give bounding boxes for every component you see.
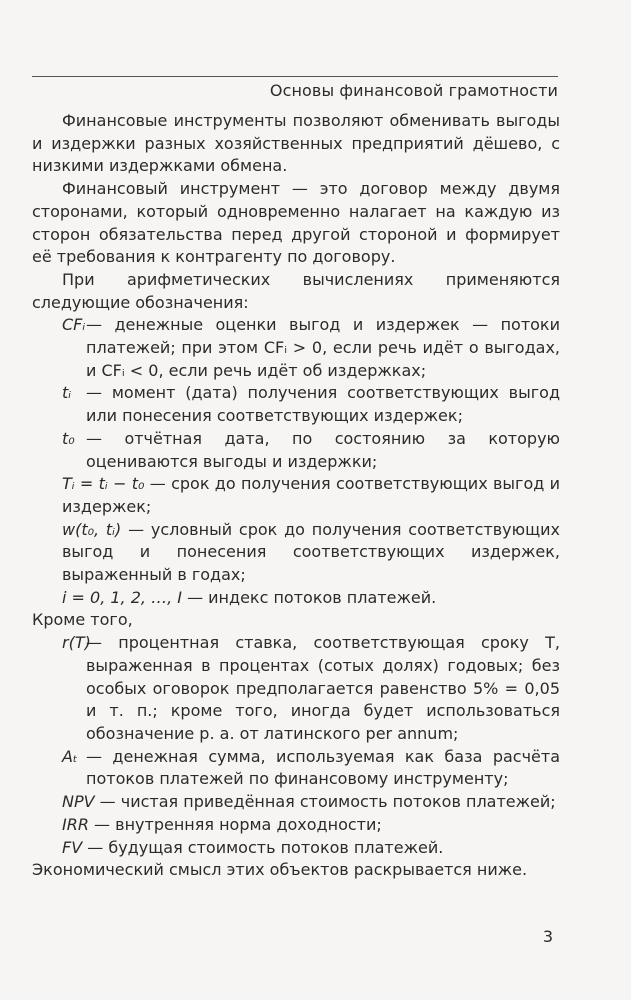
definition-At xyxy=(32,746,560,791)
definition-w-text: — условный срок до получения соответствующих выгод и понесения соответствующих издержек, выраженный в годах; xyxy=(62,519,561,585)
page-body xyxy=(32,110,560,882)
header-rule xyxy=(32,76,558,77)
symbol-w: w(t₀, tᵢ) xyxy=(62,519,122,539)
definition-ti xyxy=(32,382,560,427)
symbol-t0: t₀ xyxy=(62,428,75,448)
symbol-i: i = 0, 1, 2, …, I xyxy=(62,587,182,607)
definition-Ti xyxy=(32,473,560,518)
symbol-npv: NPV xyxy=(62,792,95,812)
definition-t0-text: — отчётная дата, по состоянию за которую оцениваются выгоды и издержки; xyxy=(86,428,560,471)
definition-At-text: — денежная сумма, используемая как база расчёта потоков платежей по финансовому инструменту; xyxy=(86,746,560,789)
page-number: 3 xyxy=(542,927,553,946)
definition-fv-text: — будущая стоимость потоков платежей. xyxy=(87,837,444,857)
definition-t0 xyxy=(32,428,560,473)
definition-npv xyxy=(32,791,560,814)
definition-cf-text: — денежные оценки выгод и издержек — потоки платежей; при этом CFᵢ > 0, если речь идёт о выгодах, и CFᵢ < 0, если речь идёт об издержках; xyxy=(86,315,560,380)
paragraph-notation-intro: При арифметических вычислениях применяются следующие обозначения: xyxy=(32,269,560,312)
definition-cf xyxy=(32,314,560,382)
symbol-irr: IRR xyxy=(62,814,89,834)
definition-Ti-text: — срок до получения соответствующих выгод и издержек; xyxy=(62,474,560,516)
paragraph-definition: Финансовый инструмент — это договор между двумя сторонами, который одновременно налагает на каждую из сторон обязательства перед другой стороной и формирует её требования к контрагенту по договору. xyxy=(32,179,560,267)
paragraph-instruments: Финансовые инструменты позволяют обменивать выгоды и издержки разных хозяйственных предприятий дёшево, с низкими издержками обмена. xyxy=(32,111,560,176)
running-head: Основы финансовой грамотности xyxy=(269,81,558,100)
symbol-Ti: Tᵢ = tᵢ − t₀ xyxy=(62,474,145,494)
definition-r xyxy=(32,632,560,746)
paragraph-conclusion: Экономический смысл этих объектов раскрывается ниже. xyxy=(32,860,528,880)
symbol-cf: CFᵢ xyxy=(62,315,86,335)
definition-irr-text: — внутренняя норма доходности; xyxy=(94,814,382,834)
definition-r-text: — процентная ставка, соответствующая сроку T, выраженная в процентах (сотых долях) годовых; без особых оговорок предполагается равенство 5% = 0,05 и т. п.; кроме того, иногда будет использоваться обозначение p. a. от латинского per annum; xyxy=(86,633,560,743)
definition-i xyxy=(32,587,560,610)
definition-npv-text: — чистая приведённая стоимость потоков платежей; xyxy=(99,792,556,812)
definition-i-text: — индекс потоков платежей. xyxy=(187,587,437,607)
definition-ti-text: — момент (дата) получения соответствующих выгод или понесения соответствующих издержек; xyxy=(86,383,560,426)
symbol-fv: FV xyxy=(62,837,83,857)
definition-irr xyxy=(32,814,560,837)
definition-w xyxy=(32,519,560,587)
paragraph-moreover: Кроме того, xyxy=(32,610,133,630)
symbol-At: Aₜ xyxy=(62,746,78,766)
symbol-r: r(T) xyxy=(62,633,91,653)
symbol-ti: tᵢ xyxy=(62,383,72,403)
definition-fv xyxy=(32,837,560,860)
